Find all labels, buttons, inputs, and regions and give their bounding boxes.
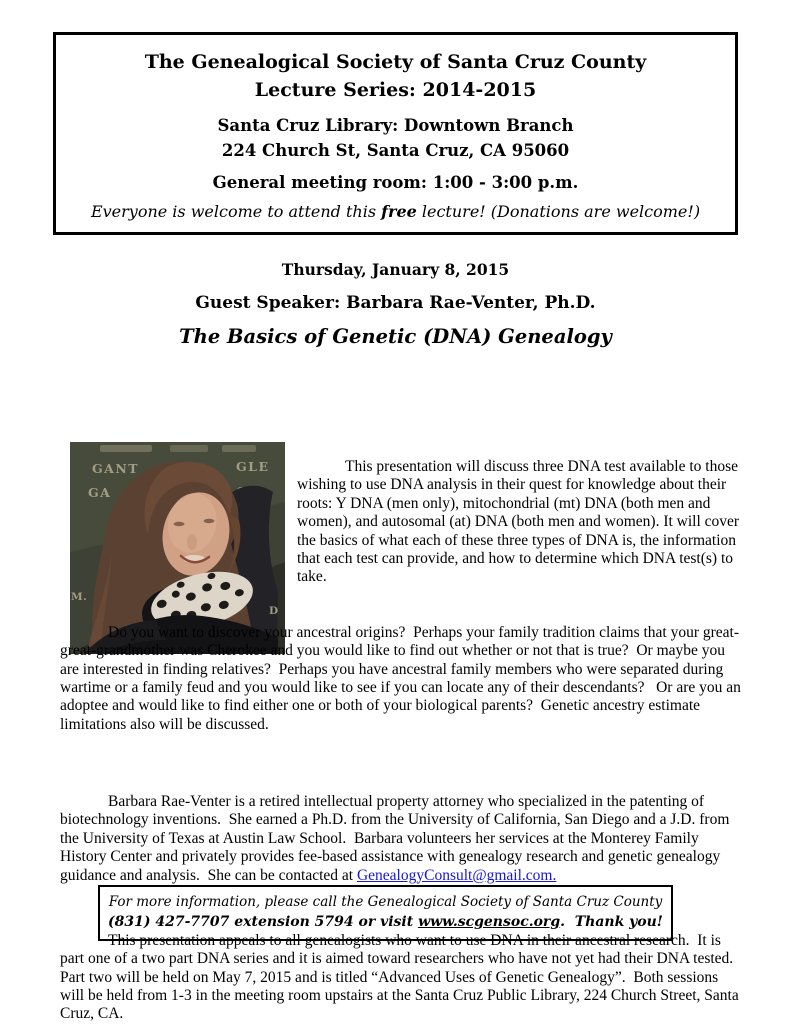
wall-text: GA bbox=[88, 484, 112, 500]
talk-title: The Basics of Genetic (DNA) Genealogy bbox=[179, 325, 612, 348]
event-speaker: Guest Speaker: Barbara Rae-Venter, Ph.D. bbox=[195, 293, 596, 313]
welcome-prefix: Everyone is welcome to attend this bbox=[90, 202, 382, 221]
paragraph-bio bbox=[60, 793, 741, 885]
footer-contact-line bbox=[100, 912, 671, 932]
speaker-photo bbox=[70, 405, 285, 617]
bio-text: Barbara Rae-Venter is a retired intellectual property attorney who specialized in the patenting of biotechnology inventions. She earned a Ph.D. from the University of California, San Diego and a J.D. from the University of Texas at Austin Law School. Barbara volunteers her services at the Monterey Family History Center and privately provides fee-based assistance with genealogy research and genetic genealogy guidance and analysis. She can be contacted at bbox=[60, 792, 734, 884]
welcome-donations: (Donations are welcome!) bbox=[490, 202, 701, 221]
event-block bbox=[0, 260, 791, 348]
venue-name: Santa Cruz Library: Downtown Branch bbox=[217, 116, 574, 135]
website-link[interactable]: www.scgensoc.org bbox=[418, 914, 561, 930]
header-box bbox=[53, 32, 738, 235]
society-title-line1: The Genealogical Society of Santa Cruz County bbox=[144, 51, 647, 73]
paragraph-questions: Do you want to discover your ancestral origins? Perhaps your family tradition claims that your great-great-grandmother was Cherokee and you would like to find out whether or not that is true? Or maybe you are interested in finding relatives? Perhaps you have ancestral family members who were separated during wartime or a family feud and you would like to see if you can locate any of their descendants? Or are you an adoptee and would like to find either one or both of your biological parents? Genetic ancestry estimate limitations also will be discussed. bbox=[60, 623, 745, 733]
society-title-line2: Lecture Series: 2014-2015 bbox=[254, 79, 537, 101]
email-link[interactable]: GenealogyConsult@gmail.com. bbox=[356, 866, 557, 884]
speaker-photo-image bbox=[70, 442, 285, 654]
welcome-middle: lecture! bbox=[416, 202, 491, 221]
wall-text: GLE bbox=[236, 458, 270, 474]
wall-text: GANT bbox=[92, 460, 140, 476]
venue-block bbox=[56, 113, 735, 163]
footer-thanks: . Thank you! bbox=[560, 914, 663, 930]
footer-info-line: For more information, please call the Genealogical Society of Santa Cruz County bbox=[108, 894, 663, 910]
footer-phone: (831) 427-7707 extension 5794 or visit bbox=[108, 914, 419, 930]
wall-text: D bbox=[269, 604, 279, 617]
welcome-line bbox=[56, 200, 735, 224]
footer-box bbox=[98, 885, 673, 941]
event-date: Thursday, January 8, 2015 bbox=[281, 260, 510, 279]
paragraph-presentation: This presentation will discuss three DNA test available to those wishing to use DNA analysis in their quest for knowledge about their roots: Y DNA (men only), mitochondrial (mt) DNA (both men and women), and autosomal (at) DNA (both men and women). It will cover the basics of what each of these three types of DNA is, the information that each test can provide, and how to determine which DNA test(s) to take. bbox=[297, 458, 743, 586]
welcome-free-word: free bbox=[381, 202, 417, 221]
venue-address: 224 Church St, Santa Cruz, CA 95060 bbox=[221, 141, 570, 160]
meeting-room-time: General meeting room: 1:00 - 3:00 p.m. bbox=[212, 173, 579, 192]
paragraph-series-info: This presentation appeals to all genealogists who want to use DNA in their ancestral research. It is part one of a two part DNA series and it is aimed toward researchers who have not yet had their DNA tested. Part two will be held on May 7, 2015 and is titled “Advanced Uses of Genetic Genealogy”. Both sessions will be held from 1-3 in the meeting room upstairs at the Santa Cruz Public Library, 224 Church Street, Santa Cruz, CA. bbox=[60, 931, 743, 1023]
wall-text: M. bbox=[71, 590, 88, 603]
